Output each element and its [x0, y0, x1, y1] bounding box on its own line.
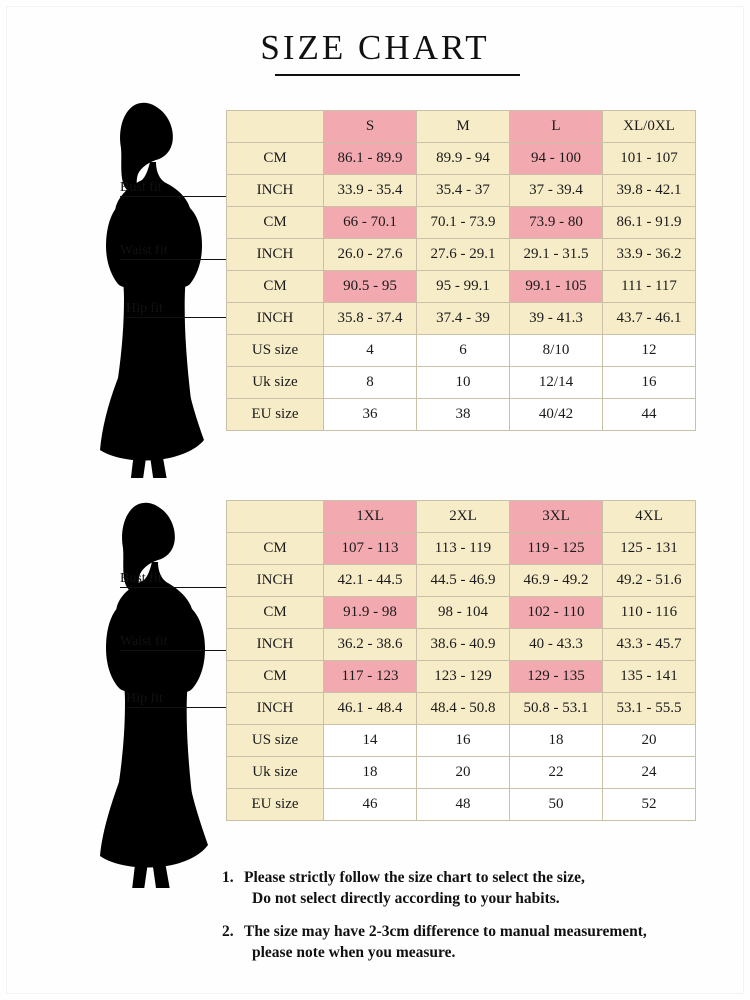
table-cell: 37 - 39.4	[510, 175, 603, 207]
size-table-standard-body	[227, 143, 696, 431]
table-cell: 42.1 - 44.5	[324, 565, 417, 597]
row-label: CM	[227, 661, 324, 693]
table-cell: 95 - 99.1	[417, 271, 510, 303]
figure-silhouette-top	[78, 88, 238, 478]
row-label: Uk size	[227, 757, 324, 789]
table-cell: 10	[417, 367, 510, 399]
waist-fit-line-bottom	[120, 650, 235, 651]
table-cell: 91.9 - 98	[324, 597, 417, 629]
size-table-plus-header	[227, 501, 696, 533]
table-cell: 29.1 - 31.5	[510, 239, 603, 271]
row-label: CM	[227, 533, 324, 565]
table-cell: 33.9 - 35.4	[324, 175, 417, 207]
waist-fit-label-bottom: Waist fit	[120, 634, 168, 649]
table-cell: 107 - 113	[324, 533, 417, 565]
note-item	[222, 868, 737, 910]
row-label: INCH	[227, 565, 324, 597]
page-title: SIZE CHART	[260, 28, 490, 67]
table-cell: 123 - 129	[417, 661, 510, 693]
table-row	[227, 367, 696, 399]
row-label: US size	[227, 725, 324, 757]
table-cell: 39.8 - 42.1	[603, 175, 696, 207]
table-row	[227, 335, 696, 367]
note-item	[222, 922, 737, 964]
note-line-1: Please strictly follow the size chart to select the size,	[244, 869, 585, 886]
table-cell: 43.3 - 45.7	[603, 629, 696, 661]
table-cell: 101 - 107	[603, 143, 696, 175]
waist-fit-line-top	[120, 259, 235, 260]
size-table-standard	[226, 110, 696, 431]
header-blank	[227, 111, 324, 143]
table-row	[227, 629, 696, 661]
header-size-l: L	[510, 111, 603, 143]
table-cell: 70.1 - 73.9	[417, 207, 510, 239]
table-cell: 16	[417, 725, 510, 757]
notes-section	[222, 868, 737, 976]
table-cell: 20	[417, 757, 510, 789]
table-row	[227, 789, 696, 821]
header-size-2xl: 2XL	[417, 501, 510, 533]
table-cell: 48	[417, 789, 510, 821]
table-cell: 36	[324, 399, 417, 431]
figure-silhouette-bottom	[78, 488, 248, 888]
bust-fit-label-bottom: Bust fit	[120, 571, 162, 586]
table-cell: 40/42	[510, 399, 603, 431]
table-cell: 50	[510, 789, 603, 821]
header-blank	[227, 501, 324, 533]
row-label: INCH	[227, 303, 324, 335]
table-cell: 49.2 - 51.6	[603, 565, 696, 597]
table-cell: 52	[603, 789, 696, 821]
size-table-plus	[226, 500, 696, 821]
note-line-2: please note when you measure.	[252, 943, 456, 961]
table-row	[227, 271, 696, 303]
bust-fit-line-bottom	[120, 587, 235, 588]
row-label: CM	[227, 143, 324, 175]
table-header-row	[227, 501, 696, 533]
table-row	[227, 597, 696, 629]
table-cell: 37.4 - 39	[417, 303, 510, 335]
table-cell: 8/10	[510, 335, 603, 367]
hip-fit-line-top	[126, 317, 236, 318]
table-row	[227, 143, 696, 175]
table-row	[227, 239, 696, 271]
table-cell: 33.9 - 36.2	[603, 239, 696, 271]
table-cell: 129 - 135	[510, 661, 603, 693]
table-cell: 6	[417, 335, 510, 367]
table-cell: 48.4 - 50.8	[417, 693, 510, 725]
row-label: US size	[227, 335, 324, 367]
table-cell: 8	[324, 367, 417, 399]
table-cell: 117 - 123	[324, 661, 417, 693]
table-cell: 99.1 - 105	[510, 271, 603, 303]
table-cell: 16	[603, 367, 696, 399]
bust-fit-label-top: Bust fit	[120, 180, 162, 195]
title-underline	[275, 74, 520, 76]
table-cell: 98 - 104	[417, 597, 510, 629]
table-cell: 46.1 - 48.4	[324, 693, 417, 725]
table-cell: 18	[510, 725, 603, 757]
table-cell: 125 - 131	[603, 533, 696, 565]
table-row	[227, 661, 696, 693]
table-cell: 89.9 - 94	[417, 143, 510, 175]
table-cell: 38	[417, 399, 510, 431]
row-label: INCH	[227, 239, 324, 271]
note-number: 2.	[222, 922, 234, 940]
note-text	[244, 922, 737, 964]
row-label: EU size	[227, 789, 324, 821]
table-cell: 18	[324, 757, 417, 789]
table-cell: 39 - 41.3	[510, 303, 603, 335]
table-row	[227, 693, 696, 725]
hip-fit-line-bottom	[126, 707, 236, 708]
table-cell: 119 - 125	[510, 533, 603, 565]
table-cell: 43.7 - 46.1	[603, 303, 696, 335]
row-label: CM	[227, 207, 324, 239]
table-row	[227, 533, 696, 565]
table-cell: 50.8 - 53.1	[510, 693, 603, 725]
bust-fit-line-top	[120, 196, 235, 197]
table-cell: 40 - 43.3	[510, 629, 603, 661]
table-cell: 86.1 - 89.9	[324, 143, 417, 175]
table-cell: 12/14	[510, 367, 603, 399]
hip-fit-label-bottom: Hip fit	[126, 691, 163, 706]
size-table-plus-body	[227, 533, 696, 821]
table-cell: 44.5 - 46.9	[417, 565, 510, 597]
row-label: INCH	[227, 629, 324, 661]
table-cell: 111 - 117	[603, 271, 696, 303]
table-cell: 12	[603, 335, 696, 367]
table-row	[227, 565, 696, 597]
header-size-m: M	[417, 111, 510, 143]
table-cell: 36.2 - 38.6	[324, 629, 417, 661]
table-cell: 94 - 100	[510, 143, 603, 175]
table-cell: 14	[324, 725, 417, 757]
row-label: CM	[227, 271, 324, 303]
table-cell: 46	[324, 789, 417, 821]
header-size-xl: XL/0XL	[603, 111, 696, 143]
table-row	[227, 399, 696, 431]
table-header-row	[227, 111, 696, 143]
table-cell: 35.8 - 37.4	[324, 303, 417, 335]
table-cell: 110 - 116	[603, 597, 696, 629]
note-line-2: Do not select directly according to your habits.	[252, 889, 560, 907]
table-row	[227, 725, 696, 757]
header-size-s: S	[324, 111, 417, 143]
note-number: 1.	[222, 869, 234, 886]
table-cell: 24	[603, 757, 696, 789]
row-label: EU size	[227, 399, 324, 431]
header-size-4xl: 4XL	[603, 501, 696, 533]
row-label: CM	[227, 597, 324, 629]
table-cell: 27.6 - 29.1	[417, 239, 510, 271]
table-cell: 35.4 - 37	[417, 175, 510, 207]
table-cell: 53.1 - 55.5	[603, 693, 696, 725]
table-row	[227, 207, 696, 239]
table-cell: 135 - 141	[603, 661, 696, 693]
table-cell: 26.0 - 27.6	[324, 239, 417, 271]
table-row	[227, 303, 696, 335]
header-size-1xl: 1XL	[324, 501, 417, 533]
header-size-3xl: 3XL	[510, 501, 603, 533]
table-cell: 44	[603, 399, 696, 431]
table-cell: 113 - 119	[417, 533, 510, 565]
table-row	[227, 175, 696, 207]
table-cell: 22	[510, 757, 603, 789]
table-cell: 90.5 - 95	[324, 271, 417, 303]
note-text	[244, 868, 737, 910]
table-cell: 86.1 - 91.9	[603, 207, 696, 239]
table-cell: 73.9 - 80	[510, 207, 603, 239]
size-table-standard-header	[227, 111, 696, 143]
row-label: Uk size	[227, 367, 324, 399]
hip-fit-label-top: Hip fit	[126, 301, 163, 316]
note-line-1: The size may have 2-3cm difference to manual measurement,	[244, 922, 647, 940]
table-cell: 46.9 - 49.2	[510, 565, 603, 597]
table-cell: 102 - 110	[510, 597, 603, 629]
table-cell: 38.6 - 40.9	[417, 629, 510, 661]
table-cell: 20	[603, 725, 696, 757]
table-cell: 4	[324, 335, 417, 367]
row-label: INCH	[227, 175, 324, 207]
table-cell: 66 - 70.1	[324, 207, 417, 239]
waist-fit-label-top: Waist fit	[120, 243, 168, 258]
table-row	[227, 757, 696, 789]
row-label: INCH	[227, 693, 324, 725]
